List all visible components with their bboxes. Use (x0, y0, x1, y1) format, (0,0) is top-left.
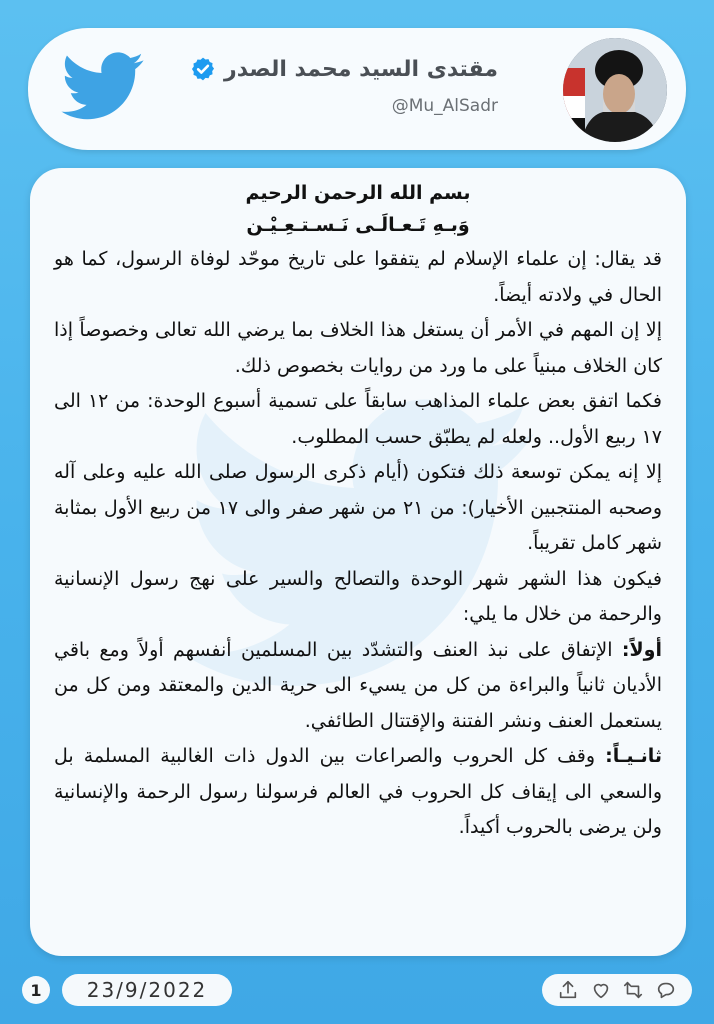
subtitle-heading: وَبـهِ تَـعـالَـى نَـسـتـعِـيْـن (246, 214, 470, 236)
paragraph-3: فكما اتفق بعض علماء المذاهب سابقاً على تسمية أسبوع الوحدة: من ١٢ الى ١٧ ربيع الأول.. ولعله لم يطبّق حسب المطلوب. (54, 390, 662, 448)
user-handle[interactable]: @Mu_AlSadr (391, 96, 498, 116)
paragraph-5: فيكون هذا الشهر شهر الوحدة والتصالح والسير على نهج رسول الإنسانية والرحمة من خلال ما يلي: (54, 567, 662, 625)
tweet-date: 23/9/2022 (62, 974, 232, 1006)
like-icon[interactable] (590, 979, 612, 1001)
footer-bar (22, 974, 692, 1006)
page-count-badge: 1 (22, 976, 50, 1004)
point-two (54, 739, 662, 846)
point-two-text: وقف كل الحروب والصراعات بين الدول ذات الغالبية المسلمة بل والسعي الى إيقاف كل الحروب في العالم فرسولنا رسول الرحمة والإنسانية ولن يرضى بالحروب أكيداً. (54, 745, 662, 838)
retweet-icon[interactable] (622, 979, 644, 1001)
tweet-actions (542, 974, 692, 1006)
point-one-label: أولاً: (621, 638, 662, 661)
basmala-heading: بسم الله الرحمن الرحيم (245, 182, 471, 204)
point-one-text: الإتفاق على نبذ العنف والتشدّد بين المسلمين أنفسهم أولاً ومع باقي الأديان ثانياً والبراءة من كل من يسيء الى حرية الدين والمعتقد ومن كل من يستعمل العنف ونشر الفتنة والإقتتال الطائفي. (54, 638, 662, 732)
avatar[interactable] (563, 38, 667, 142)
tweet-text (54, 178, 662, 946)
twitter-bird-icon (60, 52, 146, 122)
paragraph-4: إلا إنه يمكن توسعة ذلك فتكون (أيام ذكرى الرسول صلى الله عليه وعلى آله وصحبه المنتجبين الأخيار): من ٢١ من شهر صفر والى ١٧ من ربيع الأول بمثابة شهر كامل تقريباً. (54, 461, 662, 554)
display-name-row (190, 56, 498, 82)
share-icon[interactable] (557, 979, 579, 1001)
paragraph-1: قد يقال: إن علماء الإسلام لم يتفقوا على تاريخ موحّد لوفاة الرسول، كما هو الحال في ولادته أيضاً. (54, 248, 662, 306)
paragraph-2: إلا إن المهم في الأمر أن يستغل هذا الخلاف بما يرضي الله تعالى وخصوصاً إذا كان الخلاف مبنياً على ما ورد من روايات بخصوص ذلك. (54, 319, 662, 377)
verified-badge-icon (190, 56, 216, 82)
tweet-content-card (30, 168, 686, 956)
reply-icon[interactable] (655, 979, 677, 1001)
display-name[interactable]: مقتدى السيد محمد الصدر (224, 56, 498, 82)
point-one (54, 633, 662, 740)
avatar-photo-icon (563, 38, 667, 142)
point-two-label: ثانـيـاً: (605, 745, 662, 767)
